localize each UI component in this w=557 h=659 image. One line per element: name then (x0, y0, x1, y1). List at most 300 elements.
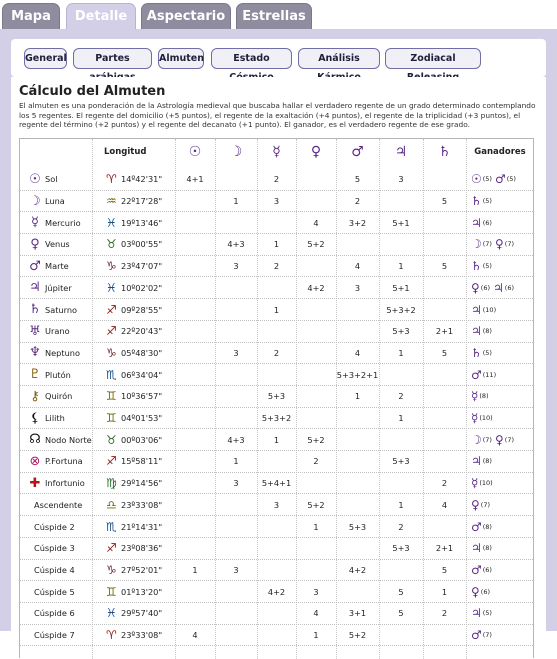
point-label: Plutón (45, 369, 71, 380)
row-point-name (28, 581, 92, 602)
score-cell (215, 212, 257, 233)
score-cell: 5+3 (267, 391, 286, 402)
score-cell: 1 (398, 347, 404, 358)
pisces-sign-icon: ♓ (106, 280, 117, 295)
score-cell: 1 (354, 391, 361, 402)
almuten-table (19, 138, 534, 658)
tab-detalle[interactable]: Detalle (66, 3, 136, 29)
score-cell (423, 234, 466, 255)
venus-winner-icon: ♀ (471, 280, 480, 295)
jupiter-winner-icon: ♃ (471, 302, 482, 317)
row-point-name (28, 603, 92, 624)
table-row (20, 321, 533, 343)
score-cell (423, 212, 466, 233)
score-cell (175, 343, 215, 364)
score-cell (296, 299, 336, 320)
row-point-name (28, 343, 92, 364)
score-cell: 1 (398, 499, 404, 510)
row-point-name (28, 234, 92, 255)
row-longitude (106, 495, 176, 516)
score-cell (379, 560, 423, 581)
header-saturn-icon: ♄ (438, 144, 451, 160)
row-longitude (106, 386, 176, 407)
winner-score: (7) (504, 435, 514, 444)
score-cell: 3+1 (348, 608, 367, 619)
row-longitude (106, 169, 176, 190)
score-cell (336, 581, 379, 602)
jupiter-winner-icon: ♃ (471, 541, 482, 556)
mars-winner-icon: ♂ (471, 519, 482, 534)
score-cell: 2 (273, 174, 280, 185)
table-row (20, 495, 533, 517)
scorpio-sign-icon: ♏ (106, 519, 117, 534)
subnav-almuten-button[interactable]: Almuten (158, 48, 204, 69)
row-longitude (106, 278, 176, 299)
score-cell (257, 278, 296, 299)
subnav-partes-arabigas-button[interactable]: Partes (73, 48, 152, 69)
pisces-sign-icon: ♓ (106, 606, 117, 621)
table-row (20, 191, 533, 213)
score-cell: 5+3 (392, 456, 410, 467)
score-cell: 3 (233, 564, 239, 575)
score-cell (296, 191, 336, 212)
score-cell (257, 451, 296, 472)
score-cell (215, 278, 257, 299)
capricorn-sign-icon: ♑ (106, 259, 117, 274)
score-cell (175, 386, 215, 407)
uranus-icon: ♅ (29, 323, 41, 339)
tab-estrellas[interactable]: Estrellas (236, 3, 312, 29)
score-cell: 4+3 (227, 239, 245, 250)
score-cell (296, 321, 336, 342)
score-cell (175, 408, 215, 429)
score-cell: 5+1 (392, 217, 410, 228)
score-cell: 5+3 (392, 543, 410, 554)
score-cell (215, 538, 257, 559)
row-longitude (106, 256, 176, 277)
score-cell (423, 386, 466, 407)
score-cell: 2+1 (435, 543, 454, 554)
winner-score: (8) (482, 522, 492, 531)
row-point-name (28, 538, 92, 559)
score-cell: 5+1 (392, 282, 410, 293)
longitude-value: 27º52'01" (121, 564, 163, 575)
score-cell: 5+2 (307, 499, 325, 510)
score-cell (215, 299, 257, 320)
point-label: Venus (45, 239, 70, 250)
row-winners (471, 343, 533, 364)
top-tab-bar (0, 0, 557, 29)
point-label: Quirón (45, 391, 73, 402)
row-winners (471, 299, 533, 320)
score-cell (257, 212, 296, 233)
longitude-value: 06º34'04" (121, 369, 163, 380)
winner-score: (8) (482, 457, 492, 466)
score-cell: 2 (273, 261, 280, 272)
subnav-analisis-karmico-button[interactable]: Análisis (298, 48, 380, 69)
row-point-name (28, 429, 92, 450)
subnav-zodiacal-releasing-button[interactable]: Zodiacal (385, 48, 481, 69)
score-cell (423, 169, 466, 190)
table-row (20, 408, 533, 430)
score-cell (215, 169, 257, 190)
row-longitude (106, 343, 176, 364)
score-cell (257, 364, 296, 385)
row-point-name (28, 299, 92, 320)
table-row (20, 256, 533, 278)
point-label: Urano (45, 326, 70, 337)
venus-icon: ♀ (30, 236, 40, 252)
row-winners (471, 321, 533, 342)
header-venus-icon: ♀ (310, 144, 322, 160)
row-winners (471, 581, 533, 602)
score-cell (175, 581, 215, 602)
page-title: Cálculo del Almuten (19, 84, 166, 99)
node-icon: ☊ (29, 432, 41, 448)
score-cell: 4+2 (267, 586, 286, 597)
row-point-name (28, 560, 92, 581)
point-label: Cúspide 3 (34, 543, 75, 554)
row-longitude (106, 321, 176, 342)
score-cell: 1 (233, 456, 239, 467)
score-cell (175, 256, 215, 277)
row-winners (471, 603, 533, 624)
score-cell: 4+2 (348, 564, 367, 575)
mars-icon: ♂ (29, 258, 41, 274)
jupiter-winner-icon: ♃ (493, 280, 504, 295)
winner-score: (5) (482, 609, 492, 618)
score-cell: 5+4+1 (261, 478, 292, 489)
point-label: Infortunio (45, 478, 85, 489)
winner-score: (8) (479, 392, 489, 401)
longitude-value: 01º13'20" (121, 586, 163, 597)
longitude-value: 15º58'11" (121, 456, 163, 467)
longitude-value: 23º08'36" (121, 543, 163, 554)
winner-score: (10) (482, 305, 497, 314)
jupiter-winner-icon: ♃ (471, 215, 482, 230)
point-label: Lilith (45, 413, 65, 424)
winner-score: (6) (482, 565, 492, 574)
score-cell (296, 408, 336, 429)
score-cell (257, 538, 296, 559)
table-row (20, 278, 533, 300)
score-cell: 5 (441, 261, 448, 272)
longitude-value: 23º33'08" (121, 630, 163, 641)
sagittarius-sign-icon: ♐ (106, 324, 117, 339)
score-cell (296, 386, 336, 407)
score-cell: 1 (273, 434, 280, 445)
winner-score: (5) (506, 175, 516, 184)
score-cell: 4 (354, 347, 361, 358)
row-longitude (106, 408, 176, 429)
row-longitude (106, 364, 176, 385)
aries-sign-icon: ♈ (106, 628, 117, 643)
sagittarius-sign-icon: ♐ (106, 302, 117, 317)
winner-score: (7) (482, 240, 492, 249)
capricorn-sign-icon: ♑ (106, 345, 117, 360)
sun-winner-icon: ☉ (471, 172, 482, 187)
winner-score: (6) (482, 218, 492, 227)
longitude-value: 10º36'57" (121, 391, 163, 402)
row-longitude (106, 212, 176, 233)
libra-sign-icon: ♎ (106, 497, 117, 512)
score-cell (215, 408, 257, 429)
row-point-name (28, 408, 92, 429)
longitude-value: 00º03'06" (121, 434, 163, 445)
row-point-name (28, 473, 92, 494)
infortunio-icon: ✚ (29, 475, 41, 491)
score-cell (215, 321, 257, 342)
score-cell: 1 (233, 196, 239, 207)
score-cell (175, 429, 215, 450)
jupiter-icon: ♃ (29, 280, 41, 296)
scorpio-sign-icon: ♏ (106, 367, 117, 382)
aries-sign-icon: ♈ (106, 172, 117, 187)
score-cell (379, 364, 423, 385)
score-cell: 5 (441, 347, 448, 358)
header-mercury-icon: ☿ (272, 144, 281, 160)
winner-score: (7) (480, 500, 491, 509)
row-longitude (106, 191, 176, 212)
score-cell (257, 603, 296, 624)
table-row (20, 386, 533, 408)
table-row (20, 343, 533, 365)
winner-score: (10) (479, 414, 493, 423)
score-cell (336, 429, 379, 450)
capricorn-sign-icon: ♑ (106, 562, 117, 577)
row-point-name (28, 386, 92, 407)
row-winners (471, 234, 533, 255)
longitude-value: 19º13'46" (121, 217, 163, 228)
score-cell: 2 (441, 478, 448, 489)
table-row (20, 538, 533, 560)
score-cell (175, 495, 215, 516)
tab-mapa[interactable]: Mapa (2, 3, 60, 29)
score-cell: 1 (398, 413, 404, 424)
score-cell: 1 (313, 521, 319, 532)
moon-icon: ☽ (29, 193, 41, 209)
point-label: Cúspide 6 (34, 608, 75, 619)
longitude-value: 03º00'55" (121, 239, 163, 250)
jupiter-winner-icon: ♃ (471, 606, 482, 621)
score-cell (175, 516, 215, 537)
winner-score: (7) (482, 631, 492, 640)
header-sun-icon: ☉ (188, 144, 202, 160)
row-winners (471, 386, 533, 407)
row-point-name (28, 256, 92, 277)
fortuna-icon: ⊗ (29, 453, 41, 469)
point-label: Sol (45, 174, 58, 185)
score-cell: 2 (313, 456, 319, 467)
table-row (20, 516, 533, 538)
score-cell: 5+3+2+1 (336, 369, 379, 380)
row-point-name (28, 321, 92, 342)
table-row (20, 234, 533, 256)
subnav-general-button[interactable]: General (24, 48, 67, 69)
longitude-value: 09º28'55" (121, 304, 163, 315)
mars-winner-icon: ♂ (471, 367, 482, 382)
row-winners (471, 364, 533, 385)
score-cell: 4 (313, 608, 319, 619)
score-cell (296, 364, 336, 385)
score-cell (296, 343, 336, 364)
score-cell (296, 560, 336, 581)
sun-icon: ☉ (29, 171, 41, 187)
score-cell (423, 299, 466, 320)
content-area (11, 77, 546, 643)
score-cell (175, 603, 215, 624)
score-cell (336, 408, 379, 429)
score-cell (423, 364, 466, 385)
score-cell (336, 321, 379, 342)
row-winners (471, 408, 533, 429)
score-cell: 3 (313, 586, 319, 597)
mercury-winner-icon: ☿ (471, 476, 479, 491)
row-point-name (28, 191, 92, 212)
score-cell (423, 408, 466, 429)
table-row (20, 625, 533, 647)
row-point-name (28, 451, 92, 472)
score-cell (423, 625, 466, 646)
header-mars-icon: ♂ (351, 144, 364, 160)
taurus-sign-icon: ♉ (106, 432, 117, 447)
lilith-icon: ⚸ (30, 410, 40, 426)
mercury-winner-icon: ☿ (471, 389, 479, 404)
winner-score: (5) (482, 197, 492, 206)
point-label: Marte (45, 261, 69, 272)
table-row (20, 212, 533, 234)
mars-winner-icon: ♂ (471, 562, 482, 577)
winner-score: (6) (504, 283, 514, 292)
winner-score: (6) (480, 587, 491, 596)
longitude-value: 05º48'30" (121, 347, 163, 358)
score-cell (257, 321, 296, 342)
point-label: Cúspide 7 (34, 630, 75, 641)
row-winners (471, 495, 533, 516)
score-cell: 4+2 (307, 282, 325, 293)
score-cell: 3 (233, 347, 239, 358)
score-cell: 1 (398, 261, 404, 272)
gemini-sign-icon: ♊ (106, 411, 117, 426)
row-longitude (106, 625, 176, 646)
score-cell (215, 364, 257, 385)
score-cell (336, 495, 379, 516)
table-row (20, 169, 533, 191)
mercury-icon: ☿ (31, 215, 39, 231)
score-cell: 5+3 (348, 521, 367, 532)
score-cell (175, 191, 215, 212)
score-cell (257, 625, 296, 646)
row-winners (471, 191, 533, 212)
score-cell (215, 386, 257, 407)
table-row (20, 299, 533, 321)
subnav-estado-cosmico-button[interactable]: Estado (211, 48, 292, 69)
winner-score: (5) (482, 175, 492, 184)
pisces-sign-icon: ♓ (106, 215, 117, 230)
score-cell (336, 234, 379, 255)
row-winners (471, 278, 533, 299)
winner-score: (7) (482, 435, 492, 444)
row-winners (471, 560, 533, 581)
row-winners (471, 516, 533, 537)
point-label: P.Fortuna (45, 456, 83, 467)
score-cell (175, 278, 215, 299)
score-cell (175, 538, 215, 559)
row-point-name (28, 495, 92, 516)
pluto-icon: ♇ (29, 367, 41, 383)
header-jupiter-icon: ♃ (394, 144, 408, 160)
score-cell (423, 429, 466, 450)
score-cell: 5 (354, 174, 361, 185)
longitude-value: 29º14'56" (121, 478, 163, 489)
table-row (20, 603, 533, 625)
point-label: Cúspide 2 (34, 521, 75, 532)
row-longitude (106, 538, 176, 559)
table-row (20, 364, 533, 386)
score-cell: 4 (354, 261, 361, 272)
point-label: Luna (45, 196, 65, 207)
winner-score: (7) (504, 240, 514, 249)
venus-winner-icon: ♀ (494, 432, 504, 447)
score-cell: 3 (398, 174, 404, 185)
longitude-value: 14º42'31" (121, 174, 163, 185)
row-winners (471, 625, 533, 646)
score-cell: 3 (273, 499, 280, 510)
score-cell (379, 234, 423, 255)
score-cell (296, 169, 336, 190)
score-cell (336, 538, 379, 559)
score-cell (257, 560, 296, 581)
row-point-name (28, 625, 92, 646)
point-label: Ascendente (34, 499, 83, 510)
score-cell: 4 (192, 630, 198, 641)
score-cell: 5 (441, 564, 448, 575)
score-cell: 1 (273, 239, 280, 250)
score-cell: 5+2 (307, 434, 325, 445)
jupiter-winner-icon: ♃ (471, 454, 482, 469)
score-cell (296, 538, 336, 559)
aquarius-sign-icon: ♒ (106, 194, 117, 209)
score-cell: 1 (313, 630, 319, 641)
score-cell: 2 (354, 196, 361, 207)
row-longitude (106, 429, 176, 450)
winner-score: (6) (480, 283, 491, 292)
venus-winner-icon: ♀ (471, 584, 480, 599)
winner-score: (5) (482, 262, 492, 271)
saturn-icon: ♄ (29, 302, 41, 318)
neptune-icon: ♆ (29, 345, 41, 361)
longitude-value: 10º02'02" (121, 282, 163, 293)
score-cell: 5+3 (392, 326, 410, 337)
row-winners (471, 169, 533, 190)
header-longitud: Longitud (104, 147, 147, 157)
tab-aspectario[interactable]: Aspectario (141, 3, 231, 29)
score-cell: 5+2 (348, 630, 367, 641)
mercury-winner-icon: ☿ (471, 411, 479, 426)
longitude-value: 21º14'31" (121, 521, 163, 532)
venus-winner-icon: ♀ (471, 497, 480, 512)
score-cell: 5+3+2 (386, 304, 416, 315)
score-cell: 2 (273, 347, 280, 358)
score-cell: 4 (313, 217, 319, 228)
score-cell (336, 473, 379, 494)
venus-winner-icon: ♀ (494, 237, 504, 252)
row-longitude (106, 581, 176, 602)
row-winners (471, 473, 533, 494)
score-cell: 5 (441, 196, 448, 207)
row-winners (471, 212, 533, 233)
saturn-winner-icon: ♄ (471, 194, 482, 209)
